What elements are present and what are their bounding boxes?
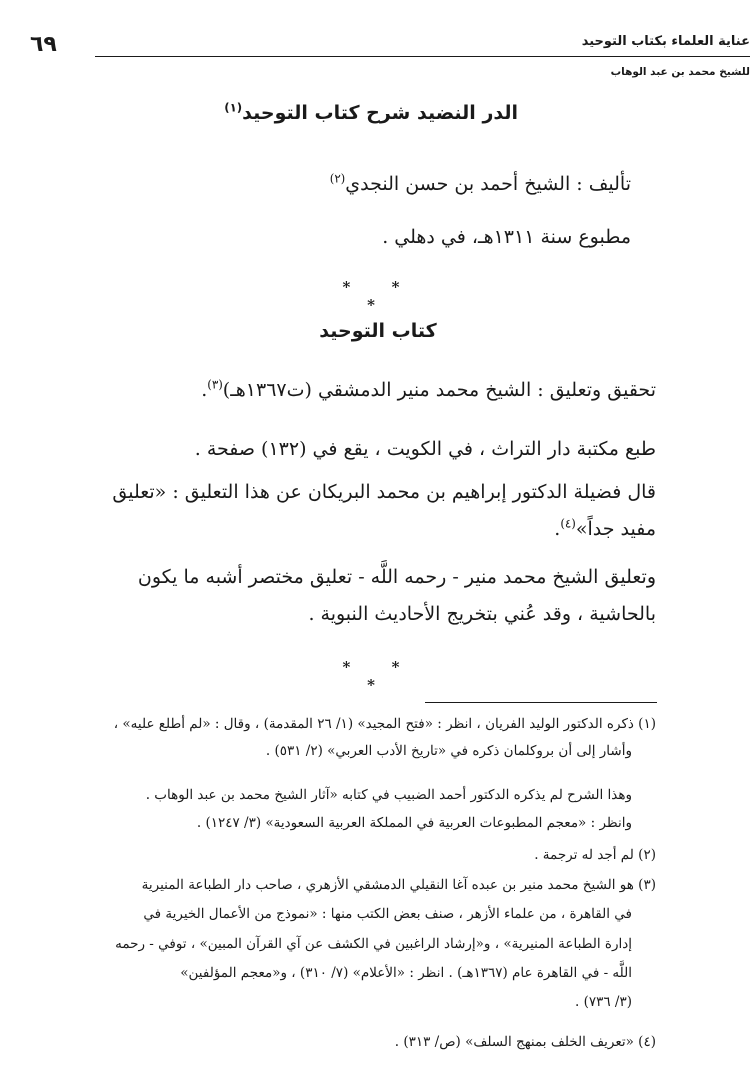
author-text: تأليف : الشيخ أحمد بن حسن النجدي bbox=[345, 173, 631, 195]
quote-end: . bbox=[554, 518, 561, 540]
separator-stars-2: * * * bbox=[342, 658, 418, 694]
footnote-1-line-4: وانظر : «معجم المطبوعات العربية في المملكة العربية السعودية» (٣/ ١٢٤٧) . bbox=[196, 815, 632, 831]
footnote-4: (٤) «تعريف الخلف بمنهج السلف» (ص/ ٣١٣) . bbox=[394, 1034, 656, 1050]
running-head-subtitle: للشيخ محمد بن عبد الوهاب bbox=[610, 66, 750, 78]
footnote-ref-1: (١) bbox=[224, 100, 243, 115]
comment-line-1: وتعليق الشيخ محمد منير - رحمه اللَّه - تعليق مختصر أشبه ما يكون bbox=[137, 566, 656, 588]
footnote-3-line-3: إدارة الطباعة المنيرية» ، و«إرشاد الراغبين في الكشف عن آي القرآن المبين» ، توفي - رحمه bbox=[115, 936, 632, 952]
tahqiq-end: . bbox=[201, 379, 208, 401]
quote-text: مفيد جداً» bbox=[575, 518, 656, 540]
footnote-ref-4: (٤) bbox=[560, 516, 576, 531]
footnote-3-line-2: في القاهرة ، من علماء الأزهر ، صنف بعض الكتب منها : «نموذج من الأعمال الخيرية في bbox=[143, 906, 632, 922]
quote-line-1: قال فضيلة الدكتور إبراهيم بن محمد البريكان عن هذا التعليق : «تعليق bbox=[112, 481, 656, 503]
running-head-rule bbox=[95, 56, 750, 57]
tahqiq-text: تحقيق وتعليق : الشيخ محمد منير الدمشقي (ت١٣٦٧هـ) bbox=[222, 379, 656, 401]
footnote-1-line-1: (١) ذكره الدكتور الوليد الفريان ، انظر : «فتح المجيد» (١/ ٢٦ المقدمة) ، وقال : «لم أطلع عليه» ، bbox=[113, 716, 656, 732]
section-title-durr bbox=[224, 102, 518, 124]
section-title-kitab: كتاب التوحيد bbox=[319, 320, 437, 342]
footnote-ref-2: (٢) bbox=[329, 171, 346, 186]
footnote-rule bbox=[425, 702, 657, 703]
separator-stars: * * * bbox=[342, 278, 418, 314]
print-info-line: طبع مكتبة دار التراث ، في الكويت ، يقع في (١٣٢) صفحة . bbox=[194, 438, 656, 460]
section-title-text: الدر النضيد شرح كتاب التوحيد bbox=[242, 102, 518, 124]
footnote-3-line-4: اللَّه - في القاهرة عام (١٣٦٧هـ) . انظر : «الأعلام» (٧/ ٣١٠) ، و«معجم المؤلفين» bbox=[180, 965, 632, 981]
quote-line-2 bbox=[554, 516, 656, 540]
author-line bbox=[329, 171, 631, 195]
footnote-1-line-2: وأشار إلى أن بروكلمان ذكره في «تاريخ الأدب العربي» (٢/ ٥٣١) . bbox=[265, 743, 632, 759]
footnote-2: (٢) لم أجد له ترجمة . bbox=[534, 847, 656, 863]
printed-line: مطبوع سنة ١٣١١هـ، في دهلي . bbox=[382, 226, 631, 248]
tahqiq-line bbox=[201, 377, 656, 401]
comment-line-2: بالحاشية ، وقد عُني بتخريج الأحاديث النبوية . bbox=[308, 603, 656, 625]
footnote-3-line-1: (٣) هو الشيخ محمد منير بن عبده آغا النقيلي الدمشقي الأزهري ، صاحب دار الطباعة المنيرية bbox=[141, 877, 656, 893]
footnote-1-line-3: وهذا الشرح لم يذكره الدكتور أحمد الضبيب في كتابه «آثار الشيخ محمد بن عبد الوهاب . bbox=[145, 787, 632, 803]
running-head-title: عناية العلماء بكتاب التوحيد bbox=[581, 34, 750, 49]
running-head bbox=[30, 30, 756, 58]
footnote-3-line-5: (٣/ ٧٣٦) . bbox=[574, 994, 632, 1010]
page-number: ٦٩ bbox=[30, 32, 57, 57]
footnote-ref-3: (٣) bbox=[207, 377, 223, 392]
